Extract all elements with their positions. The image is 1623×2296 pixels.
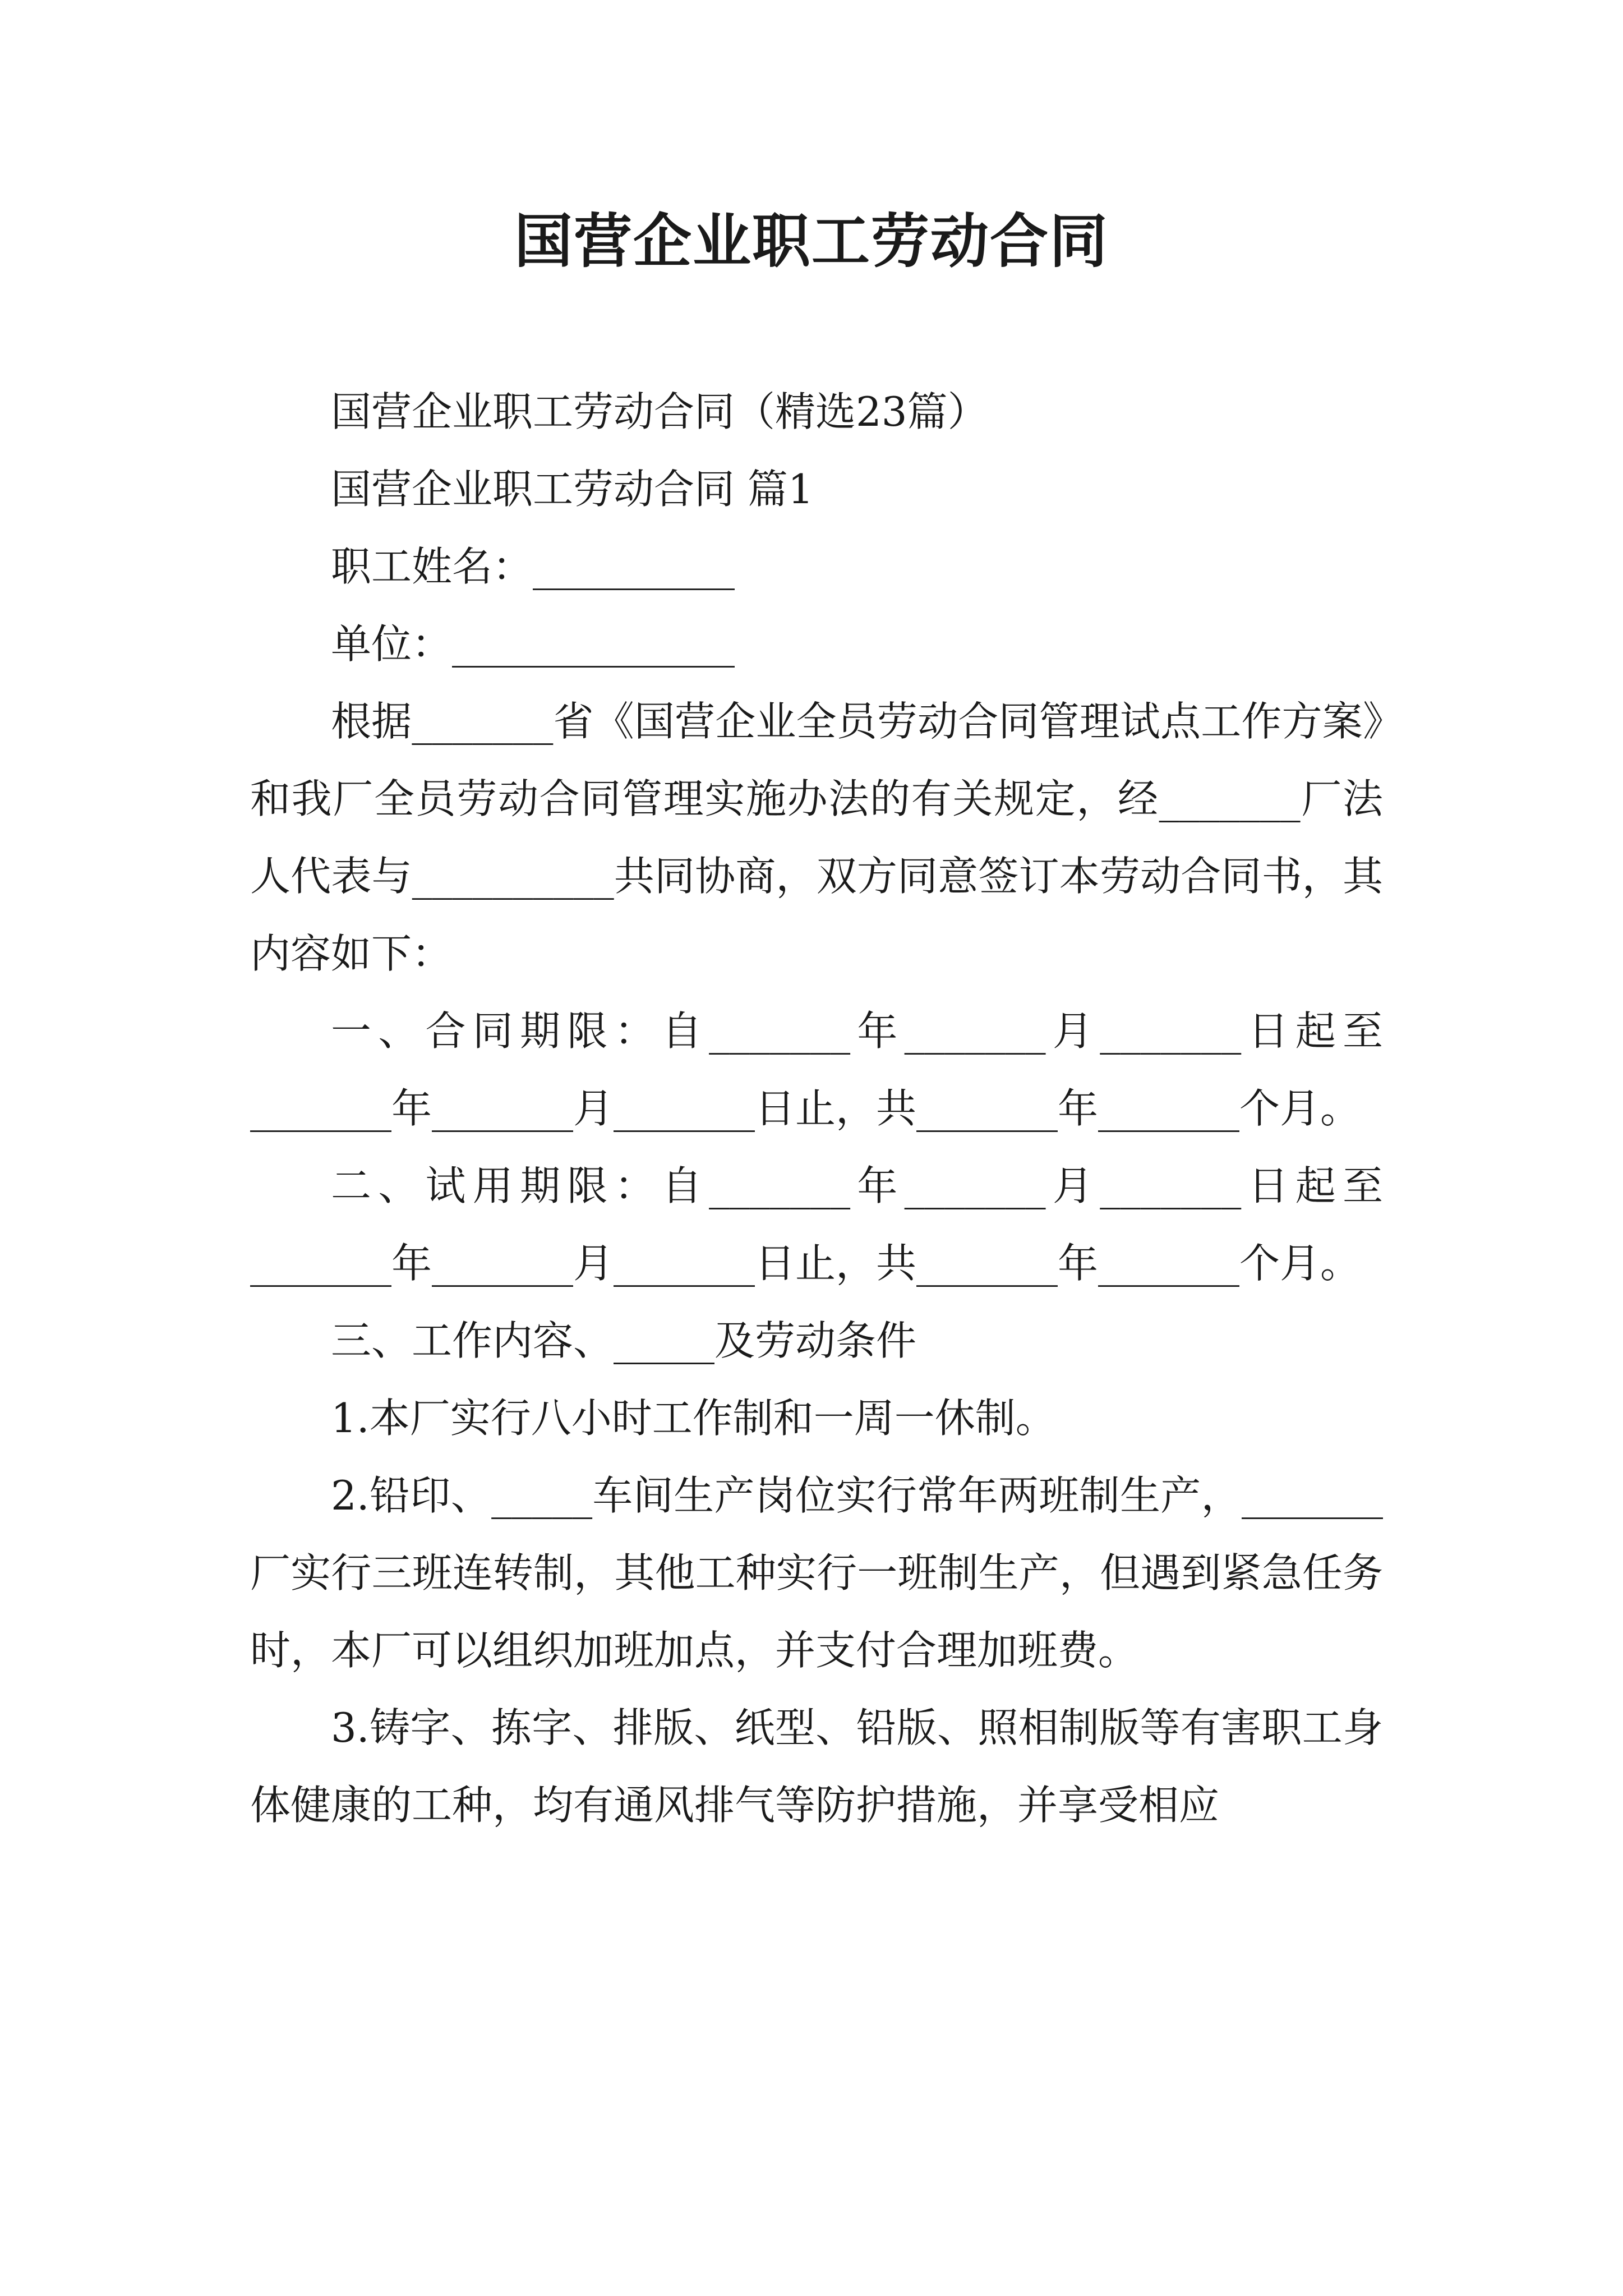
- paragraph-unit: 单位：______________: [331, 620, 735, 668]
- document-title: 国营企业职工劳动合同: [514, 206, 1109, 275]
- paragraph-contract-term: 一、合同期限：自_______年_______月_______日起至_______年_______月_______日止，共_______年_______个月。: [250, 1007, 1383, 1132]
- document-body: [250, 373, 1383, 1844]
- paragraph-item-1: 1.本厂实行八小时工作制和一周一休制。: [331, 1395, 1056, 1442]
- paragraph-subtitle: 国营企业职工劳动合同（精选23篇）: [331, 388, 988, 435]
- paragraph-probation-term: 二、试用期限：自_______年_______月_______日起至_______年_______月_______日止，共_______年_______个月。: [250, 1162, 1383, 1287]
- paragraph-section-heading: 国营企业职工劳动合同 篇1: [331, 466, 814, 513]
- paragraph-work-content-heading: 三、工作内容、_____及劳动条件: [331, 1317, 917, 1364]
- paragraph-basis: 根据_______省《国营企业全员劳动合同管理试点工作方案》和我厂全员劳动合同管理实施办法的有关规定，经_______厂法人代表与__________共同协商，双方同意签订本劳动合同书，其内容如下：: [250, 698, 1383, 977]
- paragraph-employee-name: 职工姓名：__________: [331, 543, 735, 590]
- paragraph-item-3: 3.铸字、拣字、排版、纸型、铅版、照相制版等有害职工身体健康的工种，均有通风排气等防护措施，并享受相应: [250, 1704, 1383, 1829]
- paragraph-item-2: 2.铅印、_____车间生产岗位实行常年两班制生产，_______厂实行三班连转制，其他工种实行一班制生产，但遇到紧急任务时，本厂可以组织加班加点，并支付合理加班费。: [250, 1472, 1383, 1674]
